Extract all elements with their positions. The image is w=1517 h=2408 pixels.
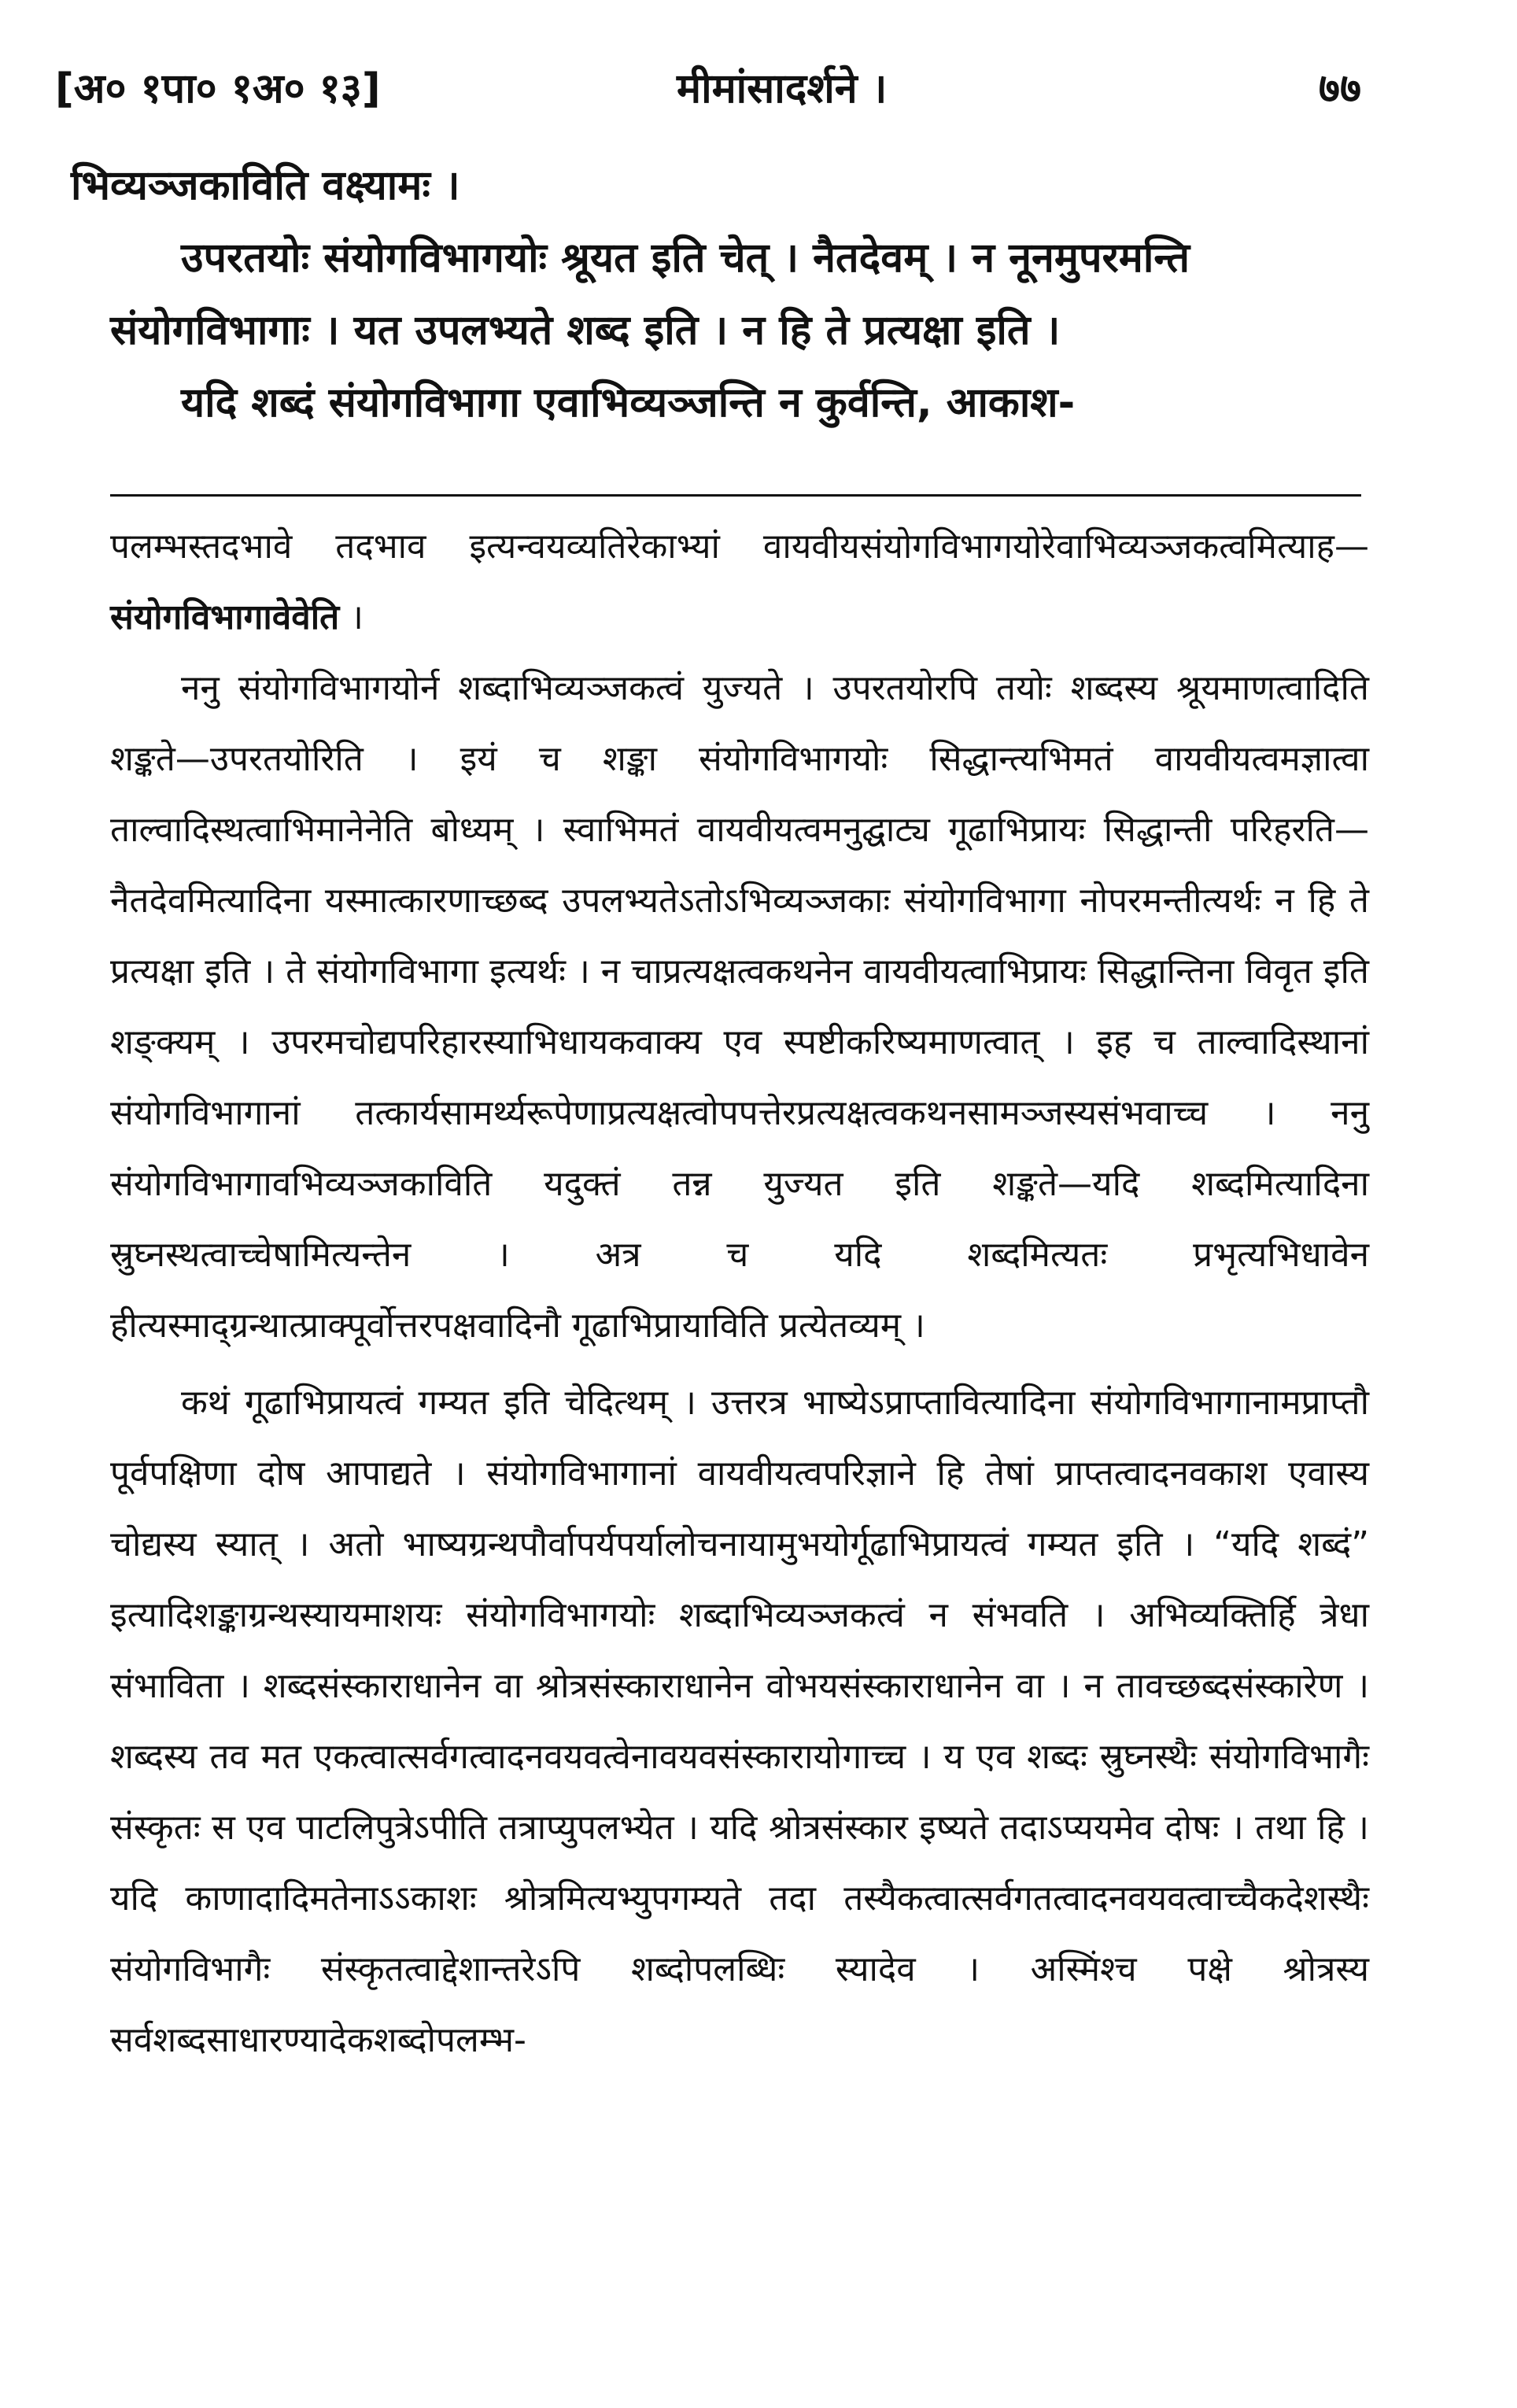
carry-over-line: भिव्यञ्जकाविति वक्ष्यामः । bbox=[71, 162, 460, 209]
page-header bbox=[55, 54, 1361, 124]
bhashya-paragraph: उपरतयोः संयोगविभागयोः श्रूयत इति चेत् । नैतदेवम् । न नूनमुपरमन्ति संयोगविभागाः । यत उपलभ्यते शब्द इति । न हि ते प्रत्यक्षा इति । bbox=[110, 235, 1190, 354]
bhashya-paragraph: यदि शब्दं संयोगविभागा एवाभिव्यञ्जन्ति न कुर्वन्ति, आकाश- bbox=[181, 379, 1076, 427]
commentary-text-run: । bbox=[339, 597, 364, 637]
commentary-paragraph: कथं गूढाभिप्रायत्वं गम्यत इति चेदित्थम् । उत्तरत्र भाष्येऽप्राप्तावित्यादिना संयोगविभागानामप्राप्तौ पूर्वपक्षिणा दोष आपाद्यते । संयोगविभागानां वायवीयत्वपरिज्ञाने हि तेषां प्राप्तत्वादनवकाश एवास्य चोद्यस्य स्यात् । अतो भाष्यग्रन्थपौर्वापर्यपर्यालोचनायामुभयोर्गूढाभिप्रायत्वं गम्यत इति । “यदि शब्दं” इत्यादिशङ्काग्रन्थस्यायमाशयः संयोगविभागयोः शब्दाभिव्यञ्जकत्वं न संभवति । अभिव्यक्तिर्हि त्रेधा संभाविता । शब्दसंस्काराधानेन वा श्रोत्रसंस्काराधानेन वोभयसंस्काराधानेन वा । न तावच्छब्दसंस्कारेण । शब्दस्य तव मत एकत्वात्सर्वगत्वादनवयवत्वेनावयवसंस्कारायोगाच्च । य एव शब्दः स्रुघ्नस्थैः संयोगविभागैः संस्कृतः स एव पाटलिपुत्रेऽपीति तत्राप्युपलभ्येत । यदि श्रोत्रसंस्कार इष्यते तदाऽप्ययमेव दोषः । तथा हि । यदि काणादादिमतेनाऽऽकाशः श्रोत्रमित्यभ्युपगम्यते तदा तस्यैकत्वात्सर्वगतत्वादनवयवत्वाच्चैकदेशस्थैः संयोगविभागैः संस्कृतत्वाद्देशान्तरेऽपि शब्दोपलब्धिः स्यादेव । अस्मिंश्च पक्षे श्रोत्रस्य सर्वशब्दसाधारण्यादेकशब्दोपलम्भ- bbox=[110, 1383, 1369, 2060]
commentary-paragraph: ननु संयोगविभागयोर्न शब्दाभिव्यञ्जकत्वं युज्यते । उपरतयोरपि तयोः शब्दस्य श्रूयमाणत्वादिति शङ्कते—उपरतयोरिति । इयं च शङ्का संयोगविभागयोः सिद्धान्त्यभिमतं वायवीयत्वमज्ञात्वा ताल्वादिस्थत्वाभिमानेनेति बोध्यम् । स्वाभिमतं वायवीयत्वमनुद्घाट्य गूढाभिप्रायः सिद्धान्ती परिहरति—नैतदेवमित्यादिना यस्मात्कारणाच्छब्द उपलभ्यतेऽतोऽभिव्यञ्जकाः संयोगविभागा नोपरमन्तीत्यर्थः न हि ते प्रत्यक्षा इति । ते संयोगविभागा इत्यर्थः । न चाप्रत्यक्षत्वकथनेन वायवीयत्वाभिप्रायः सिद्धान्तिना विवृत इति शङ्क्यम् । उपरमचोद्यपरिहारस्याभिधायकवाक्य एव स्पष्टीकरिष्यमाणत्वात् । इह च ताल्वादिस्थानां संयोगविभागानां तत्कार्यसामर्थ्यरूपेणाप्रत्यक्षत्वोपपत्तेरप्रत्यक्षत्वकथनसामञ्जस्यसंभवाच्च । ननु संयोगविभागावभिव्यञ्जकाविति यदुक्तं तन्न युज्यत इति शङ्कते—यदि शब्दमित्यादिना स्रुघ्नस्थत्वाच्चेषामित्यन्तेन । अत्र च यदि शब्दमित्यतः प्रभृत्यभिधावेन हीत्यस्माद्ग्रन्थात्प्राक्पूर्वोत्तरपक्षवादिनौ गूढाभिप्रायाविति प्रत्येतव्यम् । bbox=[110, 668, 1369, 1346]
pratika-quote: संयोगविभागावेवेति bbox=[110, 597, 340, 637]
commentary-text bbox=[110, 512, 1369, 2076]
commentary-paragraph bbox=[110, 512, 1369, 653]
running-title: मीमांसादर्शने । bbox=[677, 65, 888, 113]
page-number: ७७ bbox=[1318, 65, 1361, 113]
commentary-text-run: पलम्भस्तदभावे तदभाव इत्यन्वयव्यतिरेकाभ्यां वायवीयसंयोगविभागयोरेवाभिव्यञ्जकत्वमित्याह— bbox=[110, 526, 1369, 567]
section-divider bbox=[110, 494, 1361, 497]
section-reference: [अ० १पा० १अ० १३] bbox=[55, 65, 381, 113]
sutra-bhashya-text bbox=[71, 150, 1369, 439]
